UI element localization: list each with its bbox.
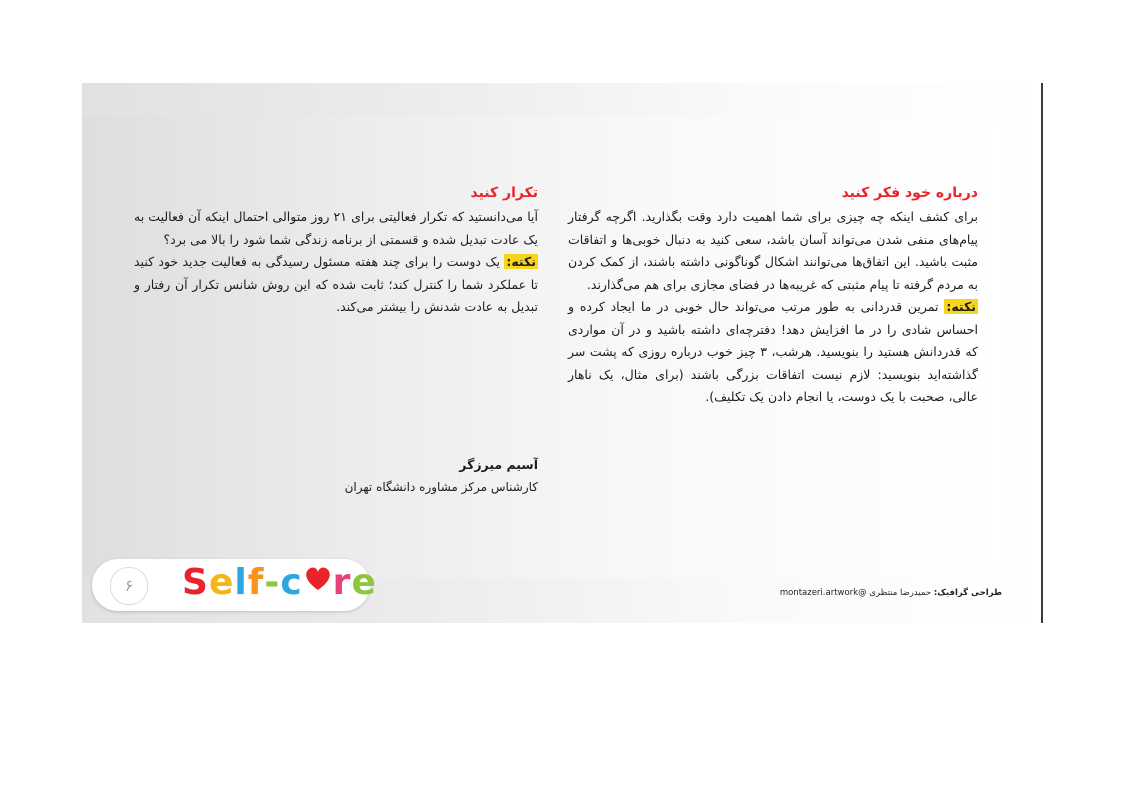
reflect-paragraph: برای کشف اینکه چه چیزی برای شما اهمیت دارد وقت بگذارید. اگرچه گرفتار پیام‌های منفی شدن می‌تواند آسان باشد، سعی کنید به دنبال خوبی‌ها و اتفاقات مثبت باشید. این اتفاق‌ها می‌توانند اشکال گوناگونی داشته باشند، از کمک کردن به مردم گرفته تا پیام مثبتی که غریبه‌ها در فضای مجازی برای هم می‌گذارند.	[568, 209, 978, 292]
credit-label: طراحی گرافیک:	[933, 588, 1002, 598]
self-care-logo: Self-c re	[182, 561, 377, 605]
note-highlight: نکته:	[946, 299, 976, 314]
repeat-note	[134, 251, 538, 319]
repeat-paragraph: آیا می‌دانستید که تکرار فعالیتی برای ۲۱ روز متوالی احتمال اینکه آن فعالیت به یک عادت تبدیل شده و قسمتی از برنامه زندگی شما شود را بالا می برد؟	[134, 209, 538, 247]
repeat-section	[134, 182, 538, 319]
repeat-note-text: یک دوست را برای چند هفته مسئول رسیدگی به فعالیت جدید خود کنید تا عملکرد شما را کنترل کند؛ ثابت شده که این روش شانس تکرار آن رفتار و تبدیل به عادت شدنش را بیشتر می‌کند.	[134, 254, 538, 314]
author-name: آسیم میرزگر	[459, 457, 538, 472]
magazine-page	[82, 83, 1042, 623]
reflect-note	[568, 296, 978, 409]
content-card	[82, 116, 1000, 578]
note-highlight: نکته:	[506, 254, 536, 269]
author-block	[134, 454, 538, 498]
footer-logo-pill	[92, 559, 377, 611]
repeat-heading: تکرار کنید	[470, 185, 538, 201]
page-number: ۶	[110, 567, 148, 605]
heart-icon	[303, 559, 333, 603]
reflect-note-text: تمرین قدردانی به طور مرتب می‌تواند حال خوبی در ما ایجاد کرده و احساس شادی را در ما افزایش دهد! دفترچه‌ای داشته باشید و در آن مواردی که قدردانش هستید را بنویسید. هرشب، ۳ چیز خوب درباره روزی که پشت سر گذاشته‌اید بنویسید: لازم نیست اتفاقات بزرگی باشند (برای مثال، یک ناهار عالی، صحبت با یک دوست، یا انجام دادن یک تکلیف).	[568, 299, 979, 404]
designer-credit	[737, 588, 1002, 598]
author-title: کارشناس مرکز مشاوره دانشگاه تهران	[344, 480, 538, 494]
credit-name: حمیدرضا منتظری	[869, 588, 932, 598]
credit-handle: @montazeri.artwork	[779, 588, 867, 598]
reflect-section	[568, 182, 978, 409]
reflect-heading: درباره خود فکر کنید	[841, 185, 978, 201]
page-edge-divider	[1041, 83, 1043, 623]
